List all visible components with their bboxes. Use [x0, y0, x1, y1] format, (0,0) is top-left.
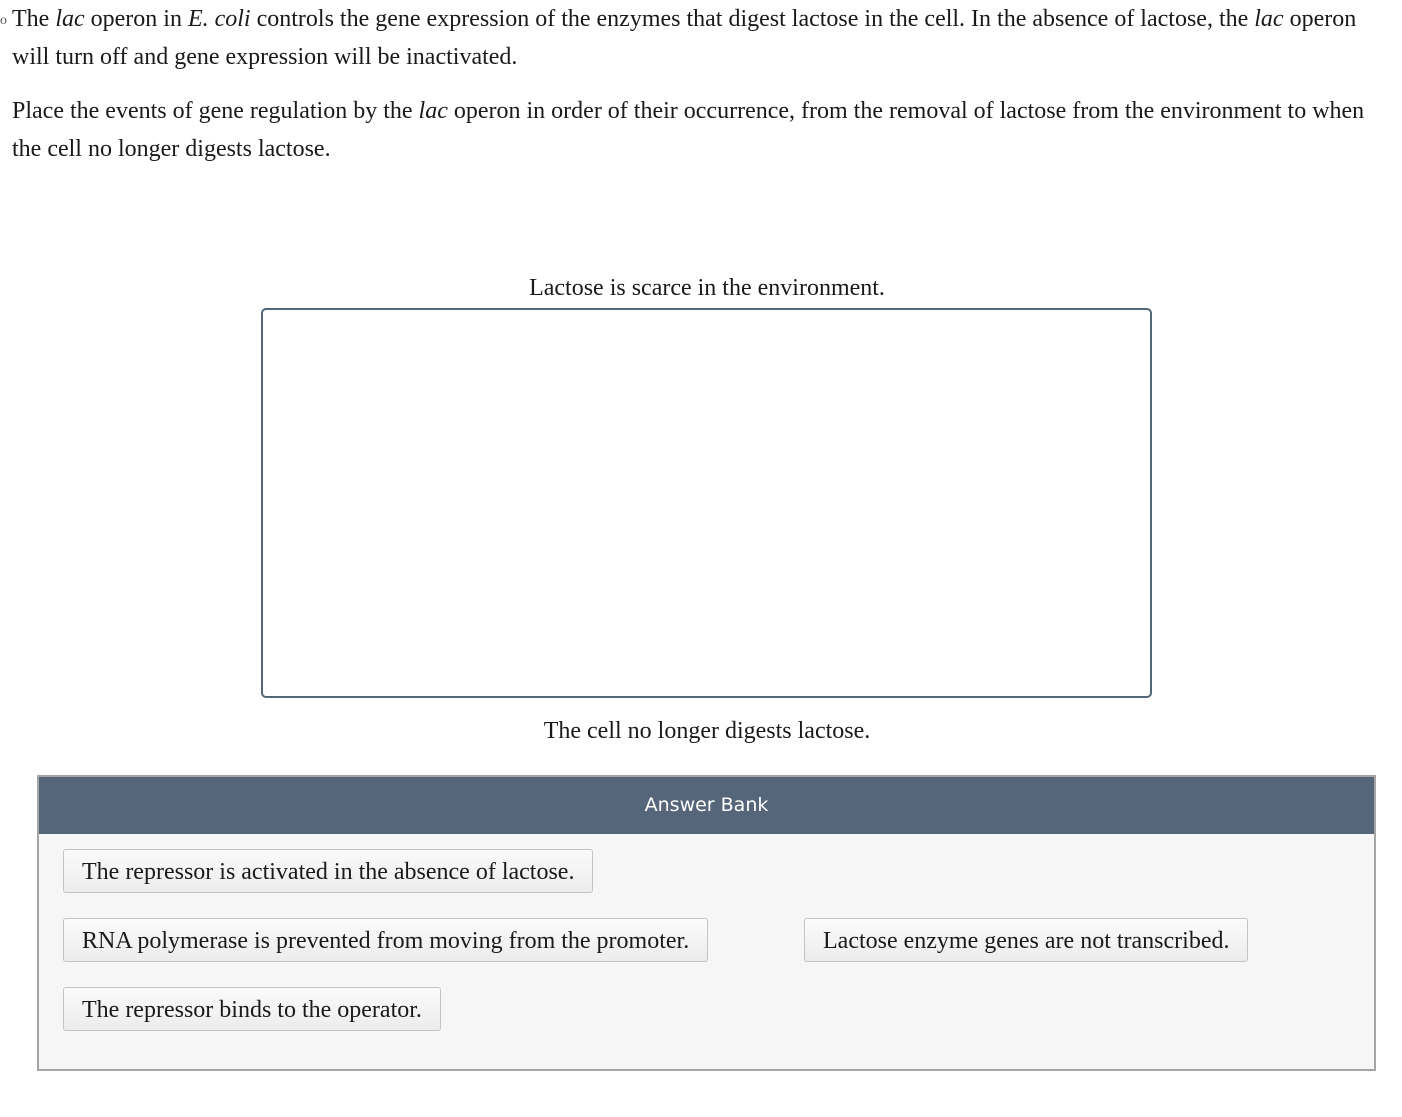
- sequence-start-label: Lactose is scarce in the environment.: [529, 275, 885, 301]
- instruction-text-2: operon in order of their occurrence, from the removal of lactose from the environment to when the cell no longer digests lactose.: [12, 98, 1365, 162]
- intro-text-2: operon in: [84, 6, 188, 32]
- intro-text-3: controls the gene expression of the enzymes that digest lactose in the cell. In the absence of lactose, the: [250, 6, 1255, 32]
- intro-text-1: The: [12, 6, 56, 32]
- answer-tile-repressor-binds-operator[interactable]: The repressor binds to the operator.: [63, 987, 441, 1031]
- intro-italic-ecoli: E. coli: [187, 6, 251, 32]
- answer-bank: [37, 775, 1376, 1071]
- question-instruction: [12, 92, 1392, 168]
- answer-tile-repressor-activated[interactable]: The repressor is activated in the absence of lactose.: [63, 849, 593, 893]
- instruction-text-1: Place the events of gene regulation by the: [12, 98, 419, 124]
- sequence-end-label: The cell no longer digests lactose.: [543, 718, 871, 744]
- answer-tile-genes-not-transcribed[interactable]: Lactose enzyme genes are not transcribed.: [804, 918, 1248, 962]
- instruction-italic-lac: lac: [418, 98, 448, 124]
- intro-text-4: operon will turn off and gene expression will be inactivated.: [12, 6, 1357, 70]
- intro-italic-lac-1: lac: [55, 6, 85, 32]
- intro-italic-lac-2: lac: [1254, 6, 1284, 32]
- paragraph-marker: o: [0, 13, 7, 28]
- answer-tile-rna-polymerase-prevented[interactable]: RNA polymerase is prevented from moving from the promoter.: [63, 918, 708, 962]
- sequence-drop-zone[interactable]: [261, 308, 1152, 698]
- question-intro: [12, 0, 1392, 76]
- question-text: [0, 0, 1392, 184]
- answer-bank-title: Answer Bank: [39, 777, 1374, 834]
